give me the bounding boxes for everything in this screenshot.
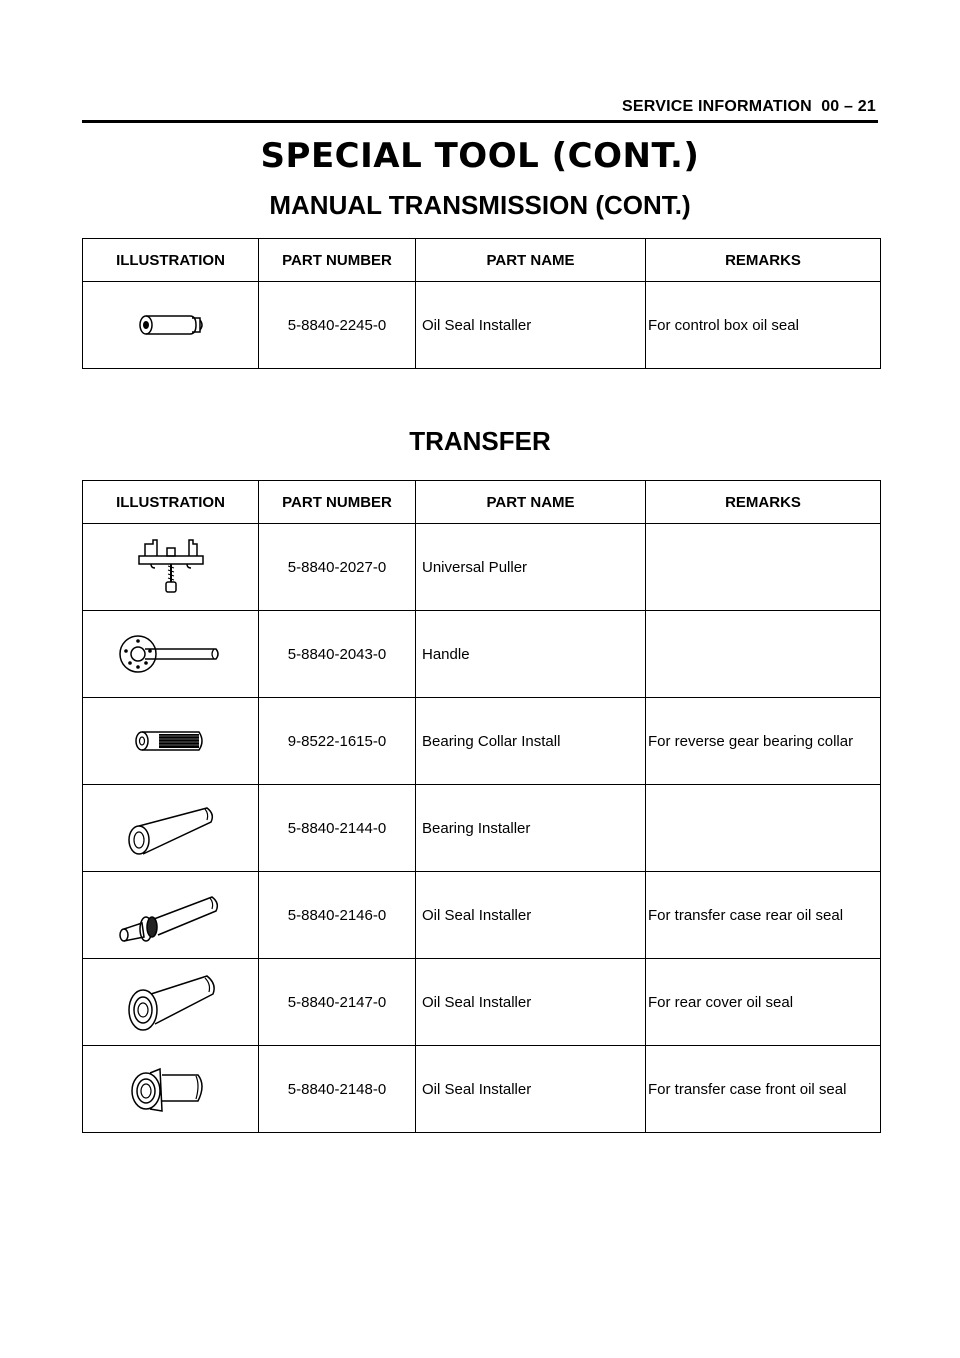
remarks: For reverse gear bearing collar bbox=[646, 698, 881, 785]
col-illustration: ILLUSTRATION bbox=[83, 481, 259, 524]
universal-puller-illustration bbox=[83, 524, 259, 611]
part-number: 5-8840-2245-0 bbox=[259, 282, 416, 369]
col-remarks: REMARKS bbox=[646, 481, 881, 524]
oil-seal-installer-illustration bbox=[83, 959, 259, 1046]
part-name: Universal Puller bbox=[416, 524, 646, 611]
part-number: 5-8840-2144-0 bbox=[259, 785, 416, 872]
part-number: 5-8840-2146-0 bbox=[259, 872, 416, 959]
header-text bbox=[622, 98, 876, 116]
part-name: Oil Seal Installer bbox=[416, 1046, 646, 1133]
part-name: Oil Seal Installer bbox=[416, 872, 646, 959]
table-header-row bbox=[83, 239, 881, 282]
remarks: For transfer case rear oil seal bbox=[646, 872, 881, 959]
table-row bbox=[83, 872, 881, 959]
part-name: Bearing Collar Install bbox=[416, 698, 646, 785]
remarks bbox=[646, 785, 881, 872]
oil-seal-installer-illustration bbox=[83, 872, 259, 959]
col-illustration: ILLUSTRATION bbox=[83, 239, 259, 282]
table-header-row bbox=[83, 481, 881, 524]
table-row bbox=[83, 611, 881, 698]
page-title: SPECIAL TOOL (CONT.) bbox=[260, 136, 700, 176]
remarks bbox=[646, 611, 881, 698]
remarks bbox=[646, 524, 881, 611]
part-number: 5-8840-2147-0 bbox=[259, 959, 416, 1046]
part-number: 5-8840-2148-0 bbox=[259, 1046, 416, 1133]
remarks: For rear cover oil seal bbox=[646, 959, 881, 1046]
part-name: Oil Seal Installer bbox=[416, 282, 646, 369]
page-number: 00 – 21 bbox=[821, 98, 876, 115]
table-row bbox=[83, 1046, 881, 1133]
transfer-table bbox=[82, 480, 881, 1133]
oil-seal-installer-illustration bbox=[83, 1046, 259, 1133]
part-name: Bearing Installer bbox=[416, 785, 646, 872]
col-remarks: REMARKS bbox=[646, 239, 881, 282]
col-part-name: PART NAME bbox=[416, 481, 646, 524]
remarks: For transfer case front oil seal bbox=[646, 1046, 881, 1133]
part-number: 5-8840-2043-0 bbox=[259, 611, 416, 698]
table-row bbox=[83, 282, 881, 369]
remarks: For control box oil seal bbox=[646, 282, 881, 369]
page-header bbox=[82, 92, 878, 122]
oil-seal-installer-illustration bbox=[83, 282, 259, 369]
col-part-name: PART NAME bbox=[416, 239, 646, 282]
part-number: 9-8522-1615-0 bbox=[259, 698, 416, 785]
section-title: SERVICE INFORMATION bbox=[622, 98, 812, 115]
header-rule bbox=[82, 120, 878, 123]
transfer-title: TRANSFER bbox=[409, 426, 551, 456]
bearing-installer-illustration bbox=[83, 785, 259, 872]
manual-transmission-table bbox=[82, 238, 881, 369]
part-name: Oil Seal Installer bbox=[416, 959, 646, 1046]
section-subtitle: MANUAL TRANSMISSION (CONT.) bbox=[269, 190, 691, 220]
table-row bbox=[83, 785, 881, 872]
handle-illustration bbox=[83, 611, 259, 698]
col-part-number: PART NUMBER bbox=[259, 239, 416, 282]
col-part-number: PART NUMBER bbox=[259, 481, 416, 524]
table-row bbox=[83, 959, 881, 1046]
bearing-collar-installer-illustration bbox=[83, 698, 259, 785]
table-row bbox=[83, 698, 881, 785]
part-name: Handle bbox=[416, 611, 646, 698]
part-number: 5-8840-2027-0 bbox=[259, 524, 416, 611]
table-row bbox=[83, 524, 881, 611]
